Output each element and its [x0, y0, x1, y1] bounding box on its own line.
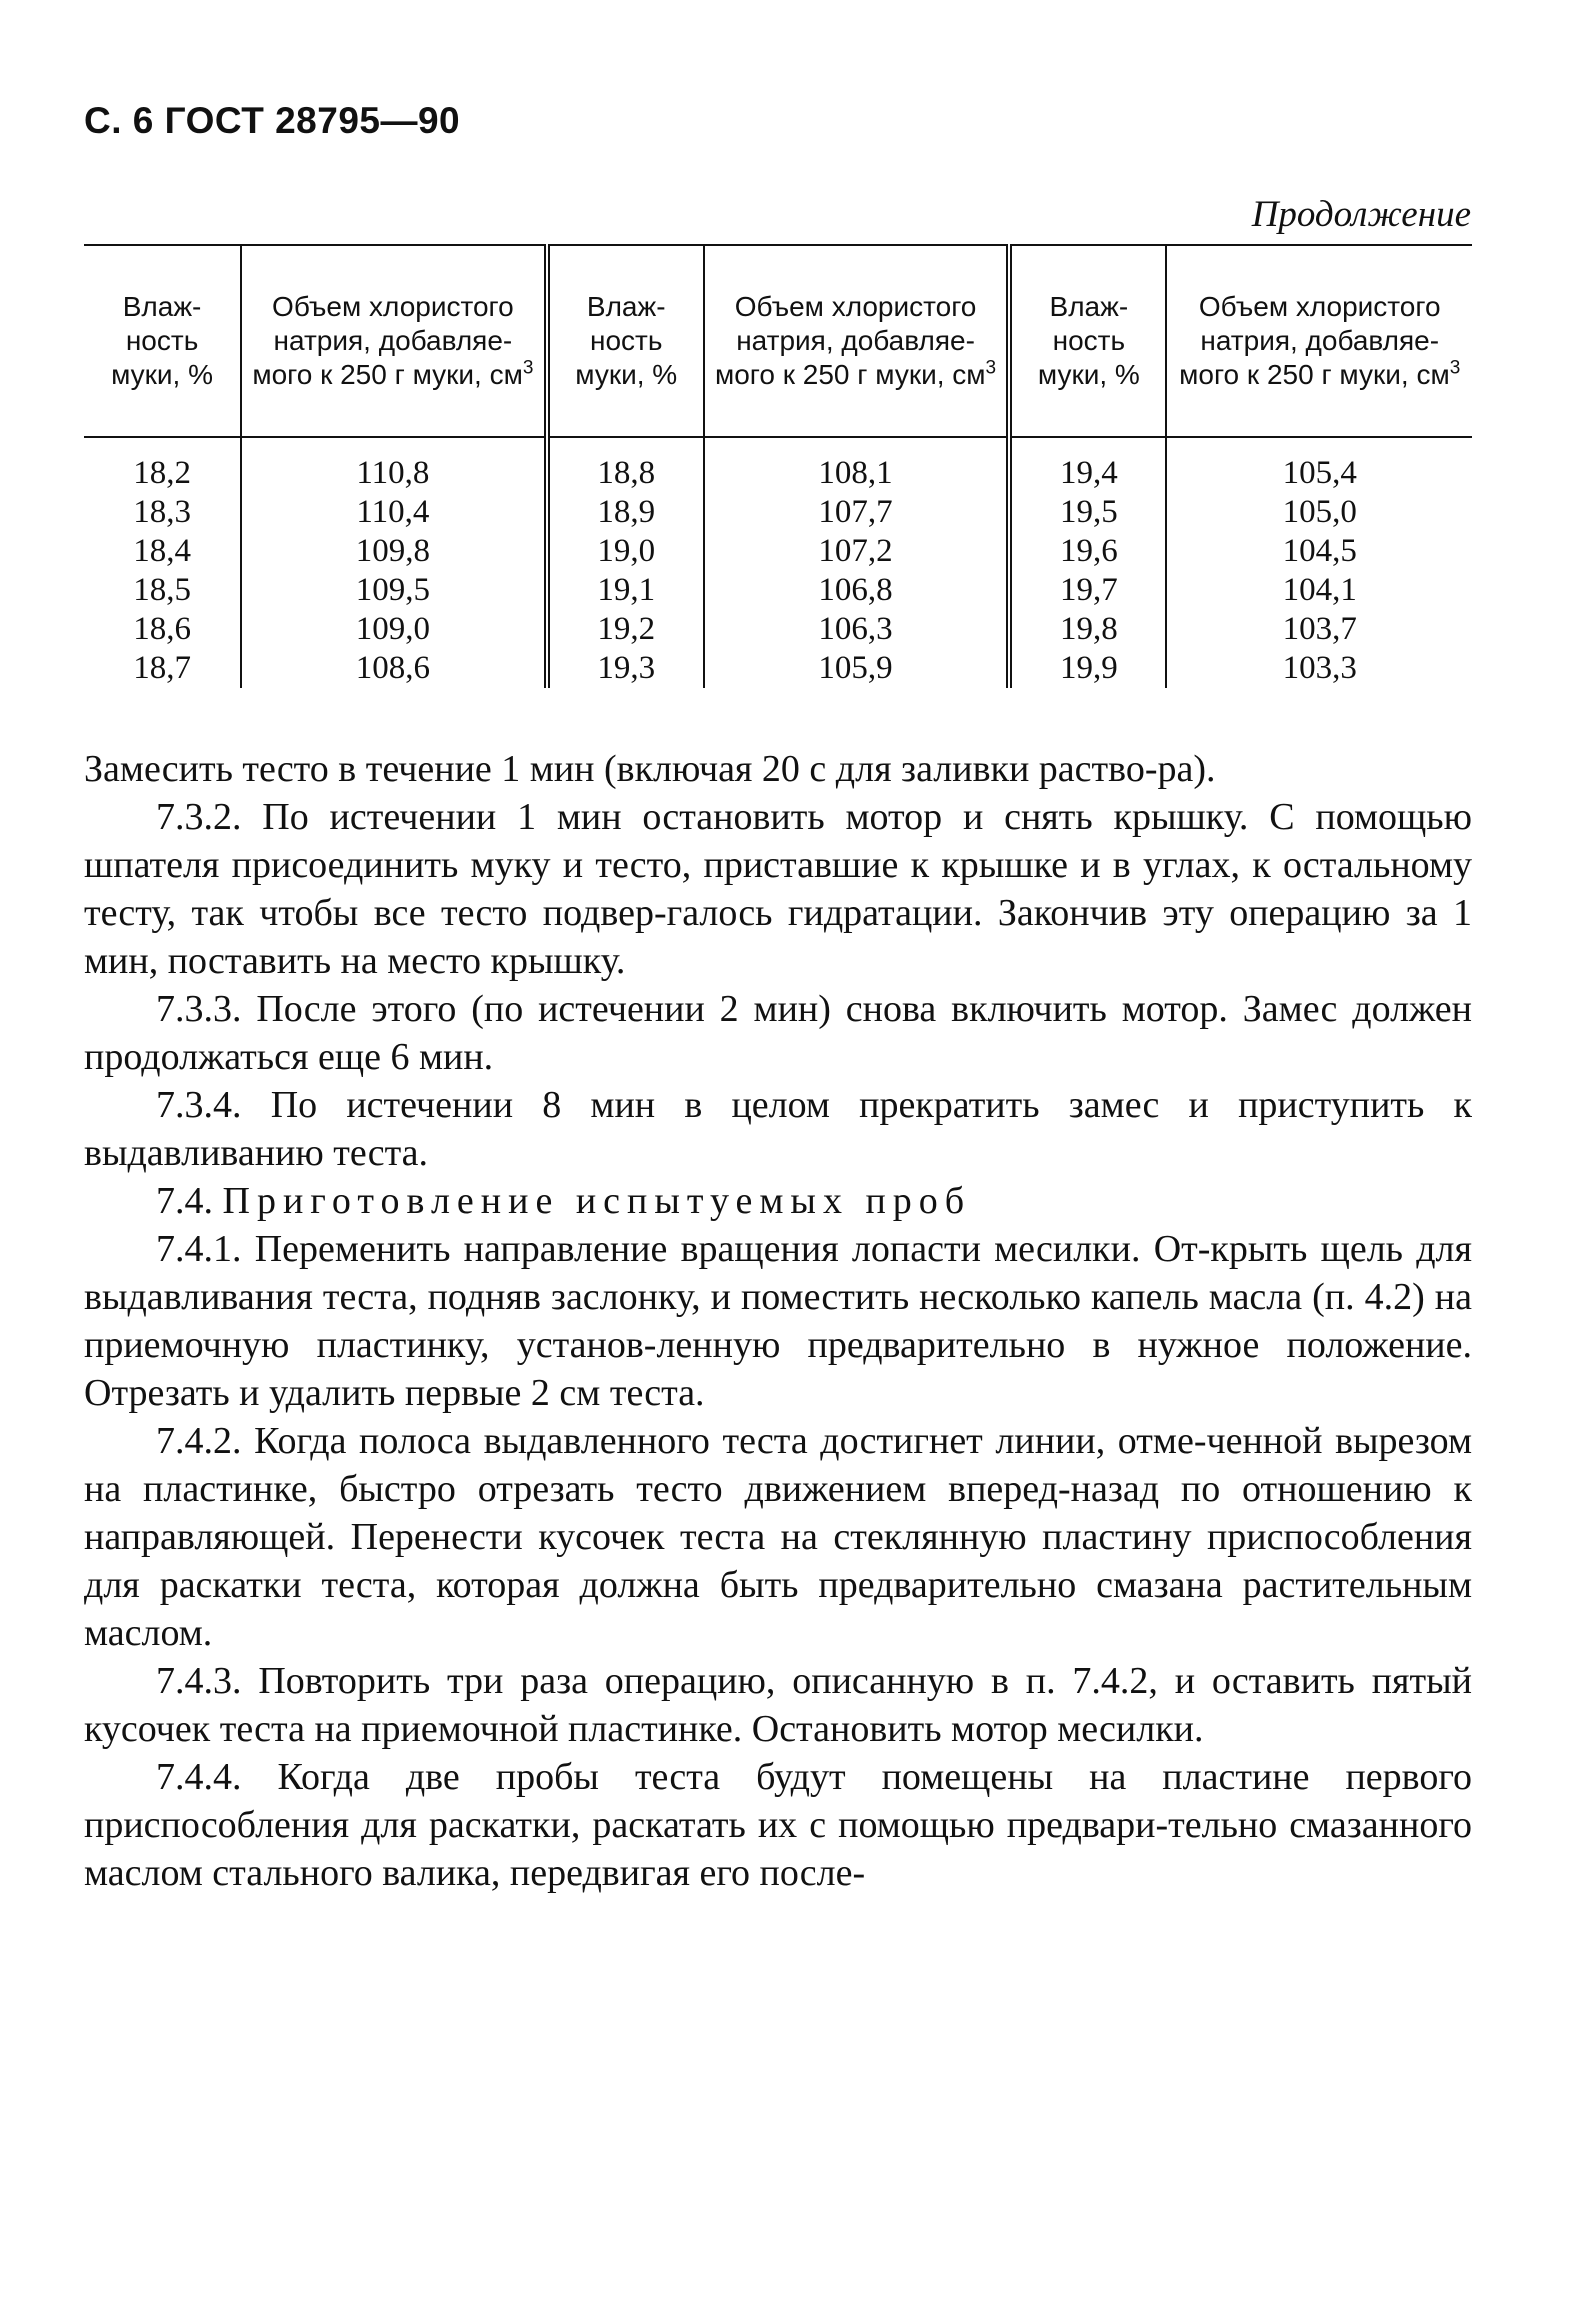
body-text	[84, 745, 1472, 1897]
table-cell: 109,5	[241, 571, 547, 610]
table-row	[84, 649, 1472, 688]
paragraph-7-4-4: 7.4.4. Когда две пробы теста будут помещены на пластине первого приспособления для раскатки, раскатать их с помощью предвари-тельно смазанного маслом стального валика, передвигая его после-	[84, 1756, 1472, 1894]
table-cell: 110,8	[241, 437, 547, 493]
paragraph-7-4-3: 7.4.3. Повторить три раза операцию, описанную в п. 7.4.2, и оставить пятый кусочек теста на приемочной пластинке. Остановить мотор месилки.	[84, 1660, 1472, 1750]
table-cell: 19,3	[547, 649, 704, 688]
table-row	[84, 493, 1472, 532]
table-row	[84, 610, 1472, 649]
table-cell: 18,2	[133, 455, 191, 491]
table-cell: 109,8	[241, 532, 547, 571]
paragraph-7-3-4: 7.3.4. По истечении 8 мин в целом прекратить замес и приступить к выдавливанию теста.	[84, 1084, 1472, 1174]
table-cell: 108,1	[704, 437, 1010, 493]
header-volume-1: Объем хлористого натрия, добавляе-мого к 250 г муки, $см^3$	[241, 245, 547, 437]
table-cell: 107,7	[704, 493, 1010, 532]
table-cell: 18,9	[547, 493, 704, 532]
table-cell: 109,0	[241, 610, 547, 649]
table-cell: 19,9	[1009, 649, 1166, 688]
table-cell: 19,4	[1009, 437, 1166, 493]
table-row	[84, 571, 1472, 610]
table-cell: 105,4	[1166, 437, 1472, 493]
section-heading-7-4	[84, 1177, 1472, 1225]
table-cell: 19,1	[547, 571, 704, 610]
table-cell: 103,7	[1166, 610, 1472, 649]
moisture-volume-table	[84, 244, 1472, 688]
table-cell: 19,7	[1009, 571, 1166, 610]
table-cell: 110,4	[241, 493, 547, 532]
table-cell: 105,0	[1166, 493, 1472, 532]
section-number: 7.4.	[156, 1180, 213, 1222]
table-header-row	[84, 245, 1472, 437]
table-cell: 18,5	[133, 572, 191, 608]
table-cell: 18,7	[133, 650, 191, 686]
paragraph-7-4-2: 7.4.2. Когда полоса выдавленного теста достигнет линии, отме-ченной вырезом на пластинке, быстро отрезать тесто движением вперед-назад по отношению к направляющей. Перенести кусочек теста на стеклянную пластину приспособления для раскатки теста, которая должна быть предварительно смазана растительным маслом.	[84, 1420, 1472, 1654]
table-cell: 19,6	[1009, 532, 1166, 571]
header-moisture-3: Влаж-ность муки, %	[1009, 245, 1166, 437]
section-title: Приготовление испытуемых проб	[222, 1180, 972, 1222]
table-row	[84, 437, 1472, 493]
paragraph-7-4-1: 7.4.1. Переменить направление вращения лопасти месилки. От-крыть щель для выдавливания теста, подняв заслонку, и поместить несколько капель масла (п. 4.2) на приемочную пластинку, установ-ленную предварительно в нужное положение. Отрезать и удалить первые 2 см теста.	[84, 1228, 1472, 1414]
table-cell: 18,3	[133, 494, 191, 530]
table-cell: 108,6	[241, 649, 547, 688]
table-cell: 105,9	[704, 649, 1010, 688]
continuation-label: Продолжение	[1251, 194, 1471, 235]
header-moisture-2: Влаж-ность муки, %	[547, 245, 704, 437]
page-header: С. 6 ГОСТ 28795—90	[84, 100, 461, 141]
table-cell: 19,8	[1009, 610, 1166, 649]
table-cell: 19,2	[547, 610, 704, 649]
table-cell: 18,6	[133, 611, 191, 647]
table-cell: 106,8	[704, 571, 1010, 610]
header-volume-3: Объем хлористого натрия, добавляе-мого к 250 г муки, $см^3$	[1166, 245, 1472, 437]
table-cell: 106,3	[704, 610, 1010, 649]
table-cell: 104,1	[1166, 571, 1472, 610]
header-volume-2: Объем хлористого натрия, добавляе-мого к 250 г муки, $см^3$	[704, 245, 1010, 437]
paragraph-7-3-2: 7.3.2. По истечении 1 мин остановить мотор и снять крышку. С помощью шпателя присоединить муку и тесто, приставшие к крышке и в углах, к остальному тесту, так чтобы все тесто подвер-галось гидратации. Закончив эту операцию за 1 мин, поставить на место крышку.	[84, 796, 1472, 982]
table-cell: 103,3	[1166, 649, 1472, 688]
table-cell: 18,4	[133, 533, 191, 569]
table-row	[84, 532, 1472, 571]
paragraph-7-3-3: 7.3.3. После этого (по истечении 2 мин) снова включить мотор. Замес должен продолжаться еще 6 мин.	[84, 988, 1472, 1078]
paragraph-mixing: Замесить тесто в течение 1 мин (включая 20 с для заливки раство-ра).	[84, 748, 1216, 790]
table-cell: 19,5	[1009, 493, 1166, 532]
header-moisture-1: Влаж-ность муки, %	[84, 245, 241, 437]
table-cell: 18,8	[547, 437, 704, 493]
table-cell: 107,2	[704, 532, 1010, 571]
table-cell: 19,0	[547, 532, 704, 571]
table-cell: 104,5	[1166, 532, 1472, 571]
